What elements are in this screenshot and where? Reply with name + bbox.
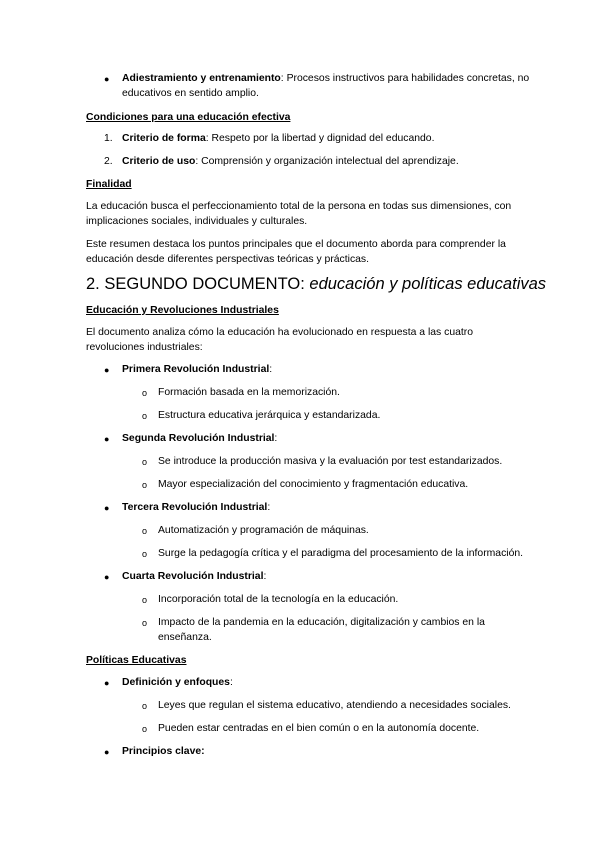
sub-item: Mayor especialización del conocimiento y fragmentación educativa. — [158, 479, 469, 490]
sub-bullet-icon: o — [142, 480, 148, 490]
sub-bullet-icon: o — [142, 411, 148, 421]
sub-item: Formación basada en la memorización. — [158, 387, 340, 398]
bullet-icon: ● — [104, 503, 110, 513]
sub-bullet-icon: o — [142, 388, 148, 398]
heading-revoluciones: Educación y Revoluciones Industriales — [86, 305, 279, 316]
bullet-cuarta-revolucion: Cuarta Revolución Industrial: — [122, 571, 267, 582]
bullet-adiestramiento-cont: educativos en sentido amplio. — [122, 88, 259, 99]
list-number: 2. — [104, 156, 113, 167]
sub-bullet-icon: o — [142, 724, 148, 734]
sub-item: Impacto de la pandemia en la educación, digitalización y cambios en la — [158, 617, 485, 628]
paragraph-resumen-1b: educación desde diferentes perspectivas teóricas y prácticas. — [86, 254, 370, 265]
sub-bullet-icon: o — [142, 595, 148, 605]
list-number: 1. — [104, 133, 113, 144]
list-item-criterio-forma: Criterio de forma: Respeto por la libertad y dignidad del educando. — [122, 133, 435, 144]
sub-item: Leyes que regulan el sistema educativo, atendiendo a necesidades sociales. — [158, 700, 511, 711]
heading-politicas: Políticas Educativas — [86, 655, 187, 666]
sub-item: Automatización y programación de máquinas. — [158, 525, 369, 536]
sub-bullet-icon: o — [142, 549, 148, 559]
bullet-tercera-revolucion: Tercera Revolución Industrial: — [122, 502, 271, 513]
sub-item: Se introduce la producción masiva y la evaluación por test estandarizados. — [158, 456, 503, 467]
bullet-segunda-revolucion: Segunda Revolución Industrial: — [122, 433, 278, 444]
sub-item: Surge la pedagogía crítica y el paradigma del procesamiento de la información. — [158, 548, 524, 559]
sub-bullet-icon: o — [142, 618, 148, 628]
bullet-primera-revolucion: Primera Revolución Industrial: — [122, 364, 273, 375]
heading-condiciones: Condiciones para una educación efectiva — [86, 112, 291, 123]
paragraph-finalidad-1: La educación busca el perfeccionamiento total de la persona en todas sus dimensiones, con — [86, 201, 512, 212]
bullet-icon: ● — [104, 678, 110, 688]
sub-item: Incorporación total de la tecnología en la educación. — [158, 594, 399, 605]
bullet-principios: Principios clave: — [122, 746, 205, 757]
sub-item: Estructura educativa jerárquica y estandarizada. — [158, 410, 381, 421]
bullet-adiestramiento: Adiestramiento y entrenamiento: Procesos instructivos para habilidades concretas, no — [122, 73, 530, 84]
bullet-icon: ● — [104, 434, 110, 444]
paragraph-finalidad-1b: implicaciones sociales, individuales y culturales. — [86, 216, 308, 227]
sub-bullet-icon: o — [142, 457, 148, 467]
sub-item: Pueden estar centradas en el bien común o en la autonomía docente. — [158, 723, 480, 734]
bullet-definicion: Definición y enfoques: — [122, 677, 233, 688]
paragraph-resumen-1: Este resumen destaca los puntos principales que el documento aborda para comprender la — [86, 239, 506, 250]
bullet-icon: ● — [104, 572, 110, 582]
bullet-icon: ● — [104, 747, 110, 757]
bullet-icon: ● — [104, 74, 110, 84]
sub-item-cont: enseñanza. — [158, 632, 212, 643]
paragraph-intro: El documento analiza cómo la educación ha evolucionado en respuesta a las cuatro — [86, 327, 474, 338]
section-title: 2. SEGUNDO DOCUMENTO: educación y políticas educativas — [86, 275, 547, 293]
list-item-criterio-uso: Criterio de uso: Comprensión y organización intelectual del aprendizaje. — [122, 156, 459, 167]
heading-finalidad: Finalidad — [86, 179, 132, 190]
paragraph-intro-b: revoluciones industriales: — [86, 342, 203, 353]
bullet-icon: ● — [104, 365, 110, 375]
sub-bullet-icon: o — [142, 701, 148, 711]
sub-bullet-icon: o — [142, 526, 148, 536]
